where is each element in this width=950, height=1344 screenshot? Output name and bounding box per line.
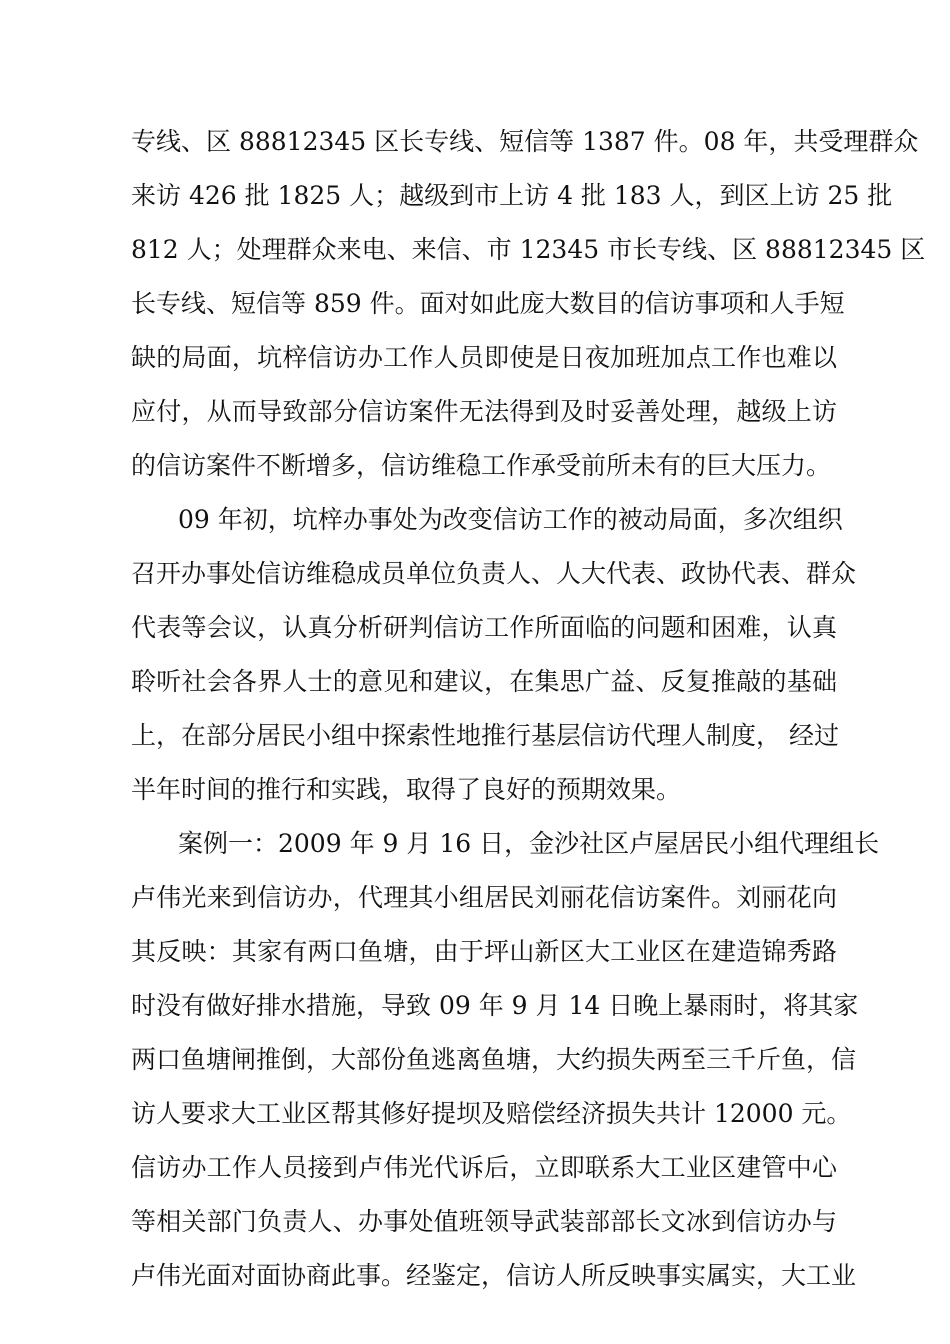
text-line: 09 年初，坑梓办事处为改变信访工作的被动局面，多次组织 xyxy=(178,505,843,534)
text-line: 等相关部门负责人、办事处值班领导武装部部长文冰到信访办与 xyxy=(131,1207,837,1236)
text-line: 的信访案件不断增多，信访维稳工作承受前所未有的巨大压力。 xyxy=(131,451,832,480)
text-line: 上，在部分居民小组中探索性地推行基层信访代理人制度， 经过 xyxy=(131,721,839,750)
text-line: 专线、区 88812345 区长专线、短信等 1387 件。08 年，共受理群众 xyxy=(131,127,919,156)
text-line: 长专线、短信等 859 件。面对如此庞大数目的信访事项和人手短 xyxy=(131,289,845,318)
text-line: 信访办工作人员接到卢伟光代诉后，立即联系大工业区建管中心 xyxy=(131,1153,837,1182)
text-line: 来访 426 批 1825 人；越级到市上访 4 批 183 人，到区上访 25 批 xyxy=(131,181,893,210)
text-line: 代表等会议，认真分析研判信访工作所面临的问题和困难，认真 xyxy=(131,613,837,642)
text-line: 卢伟光面对面协商此事。经鉴定，信访人所反映事实属实，大工业 xyxy=(131,1261,857,1290)
text-line: 聆听社会各界人士的意见和建议，在集思广益、反复推敲的基础 xyxy=(131,667,837,696)
text-line: 案例一：2009 年 9 月 16 日，金沙社区卢屋居民小组代理组长 xyxy=(178,829,880,858)
text-line: 两口鱼塘闸推倒，大部份鱼逃离鱼塘，大约损失两至三千斤鱼，信 xyxy=(131,1045,857,1074)
text-line: 召开办事处信访维稳成员单位负责人、人大代表、政协代表、群众 xyxy=(131,559,857,588)
text-line: 其反映：其家有两口鱼塘，由于坪山新区大工业区在建造锦秀路 xyxy=(131,937,837,966)
text-line: 访人要求大工业区帮其修好提坝及赔偿经济损失共计 12000 元。 xyxy=(131,1099,852,1128)
text-line: 卢伟光来到信访办，代理其小组居民刘丽花信访案件。刘丽花向 xyxy=(131,883,837,912)
text-line: 应付，从而导致部分信访案件无法得到及时妥善处理，越级上访 xyxy=(131,397,837,426)
text-line: 缺的局面，坑梓信访办工作人员即使是日夜加班加点工作也难以 xyxy=(131,343,837,372)
text-line: 812 人；处理群众来电、来信、市 12345 市长专线、区 88812345 区 xyxy=(131,235,926,264)
text-line: 半年时间的推行和实践，取得了良好的预期效果。 xyxy=(131,775,682,804)
text-line: 时没有做好排水措施，导致 09 年 9 月 14 日晚上暴雨时，将其家 xyxy=(131,991,859,1020)
